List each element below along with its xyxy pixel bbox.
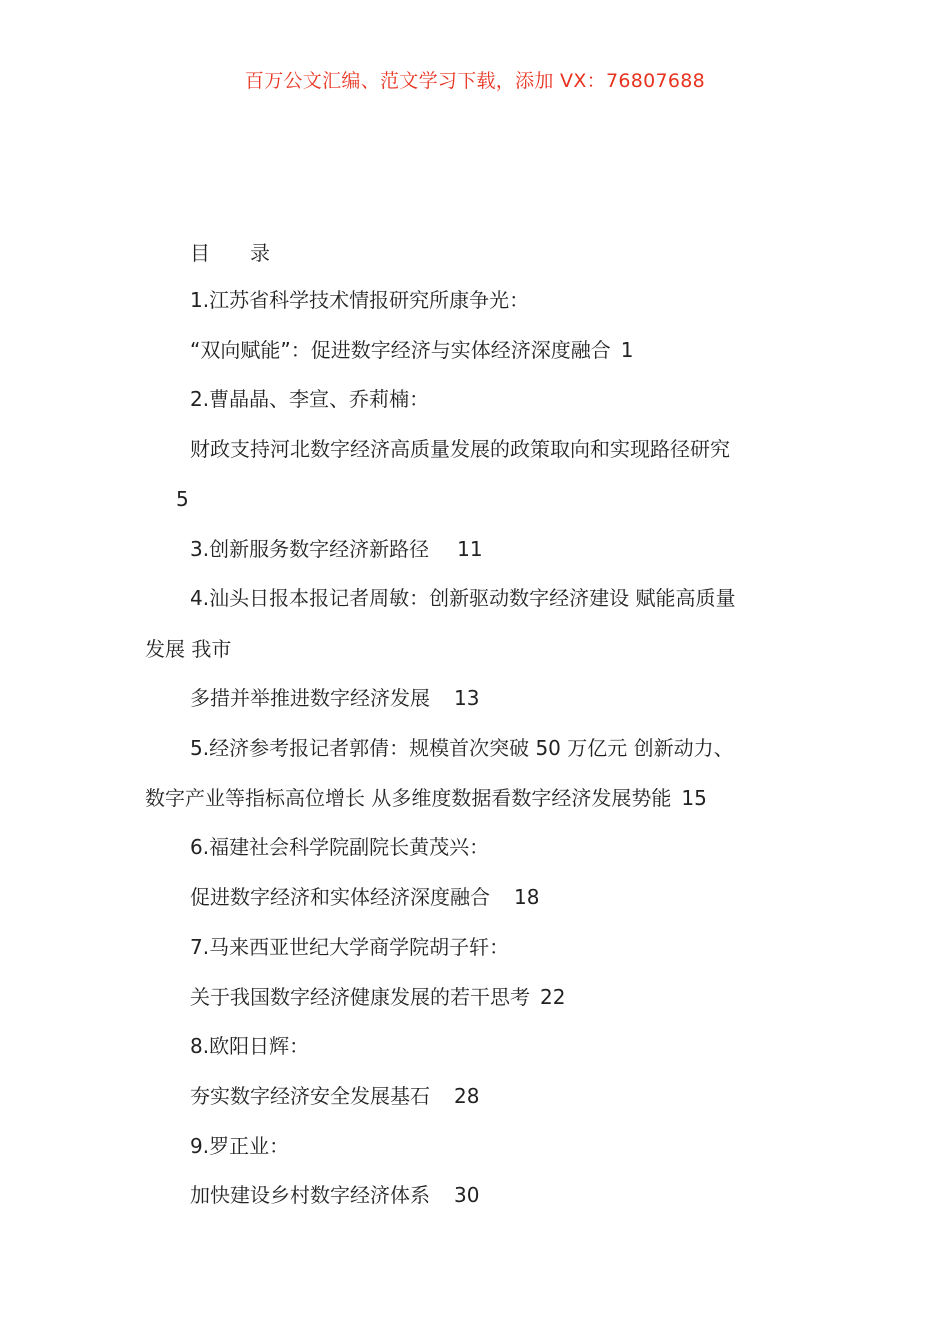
watermark-header: 百万公文汇编、范文学习下载，添加 VX：76807688	[244, 70, 706, 92]
toc-title	[190, 237, 270, 266]
toc-entry-9-author: 9.罗正业：	[190, 1134, 290, 1158]
toc-entry-6-title: 促进数字经济和实体经济深度融合 18	[190, 885, 540, 909]
toc-entry-5-title-cont: 数字产业等指标高位增长 从多维度数据看数字经济发展势能 15	[145, 786, 707, 810]
toc-entry-4-title-end: 多措并举推进数字经济发展 13	[190, 686, 480, 710]
toc-entry-2-page: 5	[176, 487, 189, 511]
toc-title-left: 目	[190, 241, 210, 265]
toc-entry-8-title: 夯实数字经济安全发展基石 28	[190, 1084, 480, 1108]
toc-entry-9-title: 加快建设乡村数字经济体系 30	[190, 1183, 480, 1207]
toc-entry-1-author: 1.江苏省科学技术情报研究所康争光：	[190, 288, 530, 312]
page-number: 13	[454, 686, 480, 710]
page-number: 22	[540, 985, 566, 1009]
toc-entry-7-title: 关于我国数字经济健康发展的若干思考 22	[190, 985, 566, 1009]
page-number: 28	[454, 1084, 480, 1108]
page-number: 11	[457, 537, 483, 561]
toc-entry-1-title: “双向赋能”：促进数字经济与实体经济深度融合 1	[190, 338, 634, 362]
page-number: 15	[681, 786, 707, 810]
toc-entry-7-author: 7.马来西亚世纪大学商学院胡子轩：	[190, 935, 510, 959]
toc-entry-4-title-cont: 发展 我市	[145, 637, 232, 661]
toc-entry-4-title: 4.汕头日报本报记者周敏：创新驱动数字经济建设 赋能高质量	[190, 586, 736, 610]
toc-entry-8-author: 8.欧阳日辉：	[190, 1034, 310, 1058]
toc-title-right: 录	[250, 241, 270, 265]
toc-entry-2-author: 2.曹晶晶、李宣、乔莉楠：	[190, 387, 430, 411]
toc-entry-6-author: 6.福建社会科学院副院长黄茂兴：	[190, 835, 490, 859]
toc-entry-3-title: 3.创新服务数字经济新路径 11	[190, 537, 483, 561]
page-number: 18	[514, 885, 540, 909]
page-number: 1	[620, 338, 634, 362]
toc-entry-5-title: 5.经济参考报记者郭倩：规模首次突破 50 万亿元 创新动力、	[190, 736, 734, 760]
toc-entry-2-title: 财政支持河北数字经济高质量发展的政策取向和实现路径研究	[190, 437, 730, 461]
page-number: 30	[454, 1183, 480, 1207]
